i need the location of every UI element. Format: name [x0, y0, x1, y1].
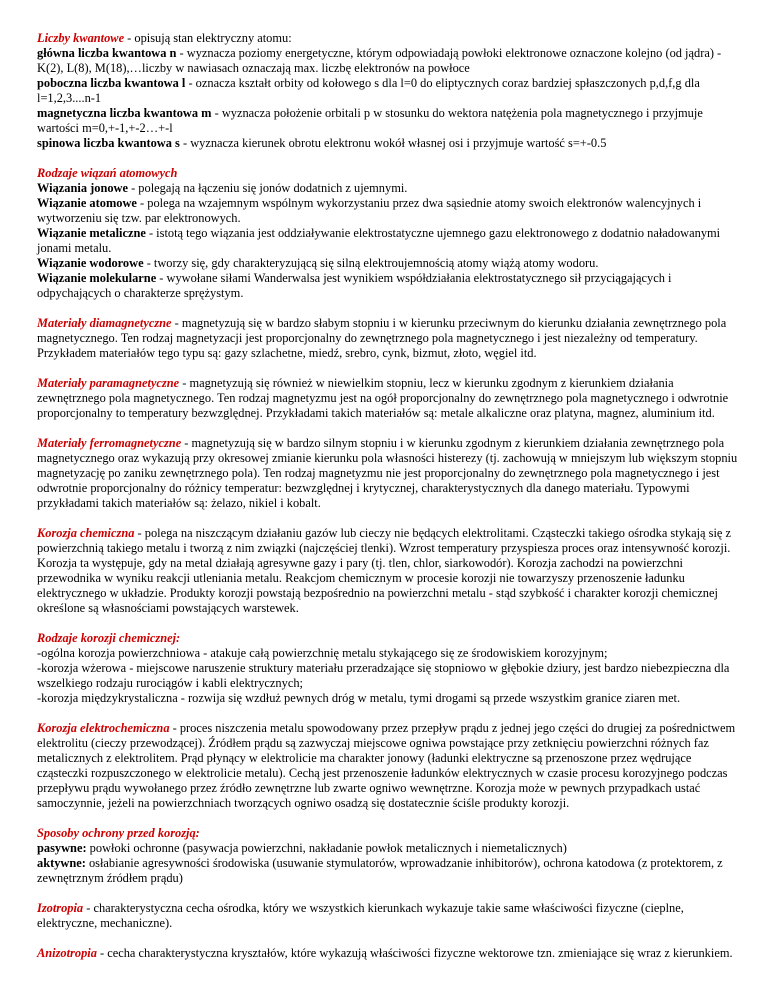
section-heading: Korozja chemiczna: [37, 526, 135, 540]
body-text: - proces niszczenia metalu spowodowany przez przepływ prądu z jednej jego części do drugiej za pośrednictwem elektrolitu (cieczy przewodzącej). Źródłem prądu są zazwyczaj miejscowe ogniwa powstające przy zetknięciu powierzchni różnych faz metalicznych z elektrolitem. Prąd płynący w elektrolicie ma charakter jonowy (ładunki elektryczne są przenoszone przez wędrujące cząsteczki rozpuszczonego w elektrolicie metalu). Cechą jest przenoszenie ładunków elektrycznych w czasie procesu korozyjnego podczas przepływu prądu wywołanego przez źródło zewnętrzne lub zwarte ogniwo wewnętrzne. Korozja może w pewnych przypadkach ustać samoczynnie, jeżeli na powierzchniach tworzących ogniwo osadzą się dostatecznie ściśle produkty korozji.: [37, 721, 736, 810]
section-paragraph: [37, 901, 741, 931]
section-heading: Anizotropia: [37, 946, 97, 960]
section-heading: Izotropia: [37, 901, 84, 915]
section-paragraph: [37, 376, 741, 421]
body-text: - magnetyzują się również w niewielkim stopniu, lecz w kierunku zgodnym z kierunkiem działania zewnętrznego pola magnetycznego. Ten rodzaj magnetyzmu jest na ogół proporcjonalny do zewnętrznego pola magnetycznego i odwrotnie proporcjonalny to temperatury bezwzględnej. Przykładami takich materiałów są: metale alkaliczne oraz platyna, magnez, aluminium itd.: [37, 376, 729, 420]
body-text: -ogólna korozja powierzchniowa - atakuje całą powierzchnię metalu stykającego się ze środowiskiem korozyjnym;: [37, 646, 608, 660]
body-text: - polegają na łączeniu się jonów dodatnich z ujemnymi.: [127, 181, 408, 195]
body-text: - wyznacza położenie orbitali p w stosunku do wektora natężenia pola magnetycznego i przyjmuje wartości m=0,+-1,+-2…+-l: [37, 106, 703, 135]
body-text: - wyznacza kierunek obrotu elektronu wokół własnej osi i przyjmuje wartość s=+-0.5: [179, 136, 607, 150]
section-heading: Materiały paramagnetyczne: [37, 376, 180, 390]
body-text: - polega na wzajemnym wspólnym wykorzystaniu przez dwa sąsiednie atomy swoich elektronów walencyjnych i wytworzeniu się tzw. par elektronowych.: [37, 196, 702, 225]
body-text: osłabianie agresywności środowiska (usuwanie stymulatorów, wprowadzanie inhibitorów), ochrona katodowa (z protektorem, z zewnętrznym źródłem prądu): [37, 856, 723, 885]
section-heading: Rodzaje wiązań atomowych: [37, 166, 178, 180]
term-label: magnetyczna liczba kwantowa m: [37, 106, 212, 120]
term-label: Wiązanie metaliczne: [37, 226, 146, 240]
section-heading: Rodzaje korozji chemicznej:: [37, 631, 181, 645]
document-page: [37, 31, 741, 976]
body-text: -korozja międzykrystaliczna - rozwija się wzdłuż pewnych dróg w metalu, tymi drogami są przede wszystkim granice ziaren met.: [37, 691, 681, 705]
body-text: - wyznacza poziomy energetyczne, którym odpowiadają powłoki elektronowe oznaczone kolejno (od jądra) - K(2), L(8), M(18),…liczby w nawiasach oznaczają max. liczbę elektronów na powłoce: [37, 46, 722, 75]
section-paragraph: [37, 946, 741, 961]
section-paragraph: [37, 526, 741, 616]
term-label: aktywne:: [37, 856, 86, 870]
body-text: - cecha charakterystyczna kryształów, które wykazują właściwości fizyczne wektorowe tzn. zmieniające się wraz z kierunkiem.: [96, 946, 733, 960]
section-paragraph: [37, 721, 741, 811]
term-label: Wiązanie wodorowe: [37, 256, 144, 270]
body-text: - istotą tego wiązania jest oddziaływanie elektrostatyczne ujemnego gazu elektronowego z dodatnio naładowanymi jonami metalu.: [37, 226, 721, 255]
body-text: - charakterystyczna cecha ośrodka, który we wszystkich kierunkach wykazuje takie same właściwości fizyczne (cieplne, elektryczne, mechaniczne).: [37, 901, 684, 930]
section-heading: Materiały diamagnetyczne: [37, 316, 172, 330]
term-label: pasywne:: [37, 841, 87, 855]
section-paragraph: [37, 316, 741, 361]
section-heading: Materiały ferromagnetyczne: [37, 436, 182, 450]
section-heading: Sposoby ochrony przed korozją:: [37, 826, 200, 840]
body-text: - magnetyzują się w bardzo silnym stopniu i w kierunku zgodnym z kierunkiem działania zewnętrznego pola magnetycznego oraz wykazują przy okresowej zmianie kierunku pola własności histerezy (tj. zachowują w mniejszym lub większym stopniu magnetyzację po zaniku zewnętrznego pola). Ten rodzaj magnetyzmu nie jest proporcjonalny do zewnętrznego pola magnetycznego i jest odwrotnie proporcjonalny do różnicy temperatur: bezwzględnej i krytycznej, charakterystycznych dla danego materiału. Typowymi przykładami takich materiałów są: żelazo, nikiel i kobalt.: [37, 436, 738, 510]
section-paragraph: [37, 826, 741, 886]
section-heading: Korozja elektrochemiczna: [37, 721, 170, 735]
term-label: Wiązania jonowe: [37, 181, 128, 195]
body-text: powłoki ochronne (pasywacja powierzchni, nakładanie powłok metalicznych i niemetalicznych): [86, 841, 567, 855]
body-text: - oznacza kształt orbity od kołowego s dla l=0 do eliptycznych coraz bardziej spłaszczonych p,d,f,g dla l=1,2,3....n-1: [37, 76, 700, 105]
section-paragraph: [37, 166, 741, 301]
body-text: - wywołane siłami Wanderwalsa jest wynikiem współdziałania elektrostatycznego sił przyciągających i odpychających o charakterze sprężystym.: [37, 271, 672, 300]
body-text: - polega na niszczącym działaniu gazów lub cieczy nie będących elektrolitami. Cząsteczki takiego ośrodka stykają się z powierzchnią takiego metalu i tworzą z nim związki (najczęściej tlenki). Wzrost temperatury przyspiesza proces oraz intensywność korozji. Korozja ta występuje, gdy na metal działają agresywne gazy i pary (tj. tlen, chlor, siarkowodór). Korozja zachodzi na powierzchni przewodnika w wyniku reakcji utleniania metalu. Reakcjom chemicznym w procesie korozji nie towarzyszy przenoszenie ładunku elektrycznego w układzie. Produkty korozji powstają bezpośrednio na powierzchni metalu - stąd szybkość i charakter korozji chemicznej określone są własnościami powstających warstewek.: [37, 526, 731, 615]
term-label: poboczna liczba kwantowa l: [37, 76, 186, 90]
term-label: Wiązanie molekularne: [37, 271, 157, 285]
body-text: - magnetyzują się w bardzo słabym stopniu i w kierunku przeciwnym do kierunku działania zewnętrznego pola magnetycznego. Ten rodzaj magnetyzacji jest proporcjonalny do zewnętrznego pola magnetycznego i jest niezależny od temperatury. Przykładem materiałów tego typu są: gazy szlachetne, miedź, srebro, cynk, bizmut, złoto, węgiel itd.: [37, 316, 727, 360]
section-paragraph: [37, 31, 741, 151]
section-paragraph: [37, 436, 741, 511]
term-label: Wiązanie atomowe: [37, 196, 137, 210]
body-text: - opisują stan elektryczny atomu:: [124, 31, 292, 45]
term-label: spinowa liczba kwantowa s: [37, 136, 180, 150]
body-text: -korozja wżerowa - miejscowe naruszenie struktury materiału przeradzające się stopniowo w głębokie dziury, jest bardzo niebezpieczna dla wszelkiego rodzaju rurociągów i kabli elektrycznych;: [37, 661, 730, 690]
term-label: główna liczba kwantowa n: [37, 46, 177, 60]
section-heading: Liczby kwantowe: [37, 31, 125, 45]
section-paragraph: [37, 631, 741, 706]
body-text: - tworzy się, gdy charakteryzującą się silną elektroujemnością atomy wiążą atomy wodoru.: [143, 256, 599, 270]
